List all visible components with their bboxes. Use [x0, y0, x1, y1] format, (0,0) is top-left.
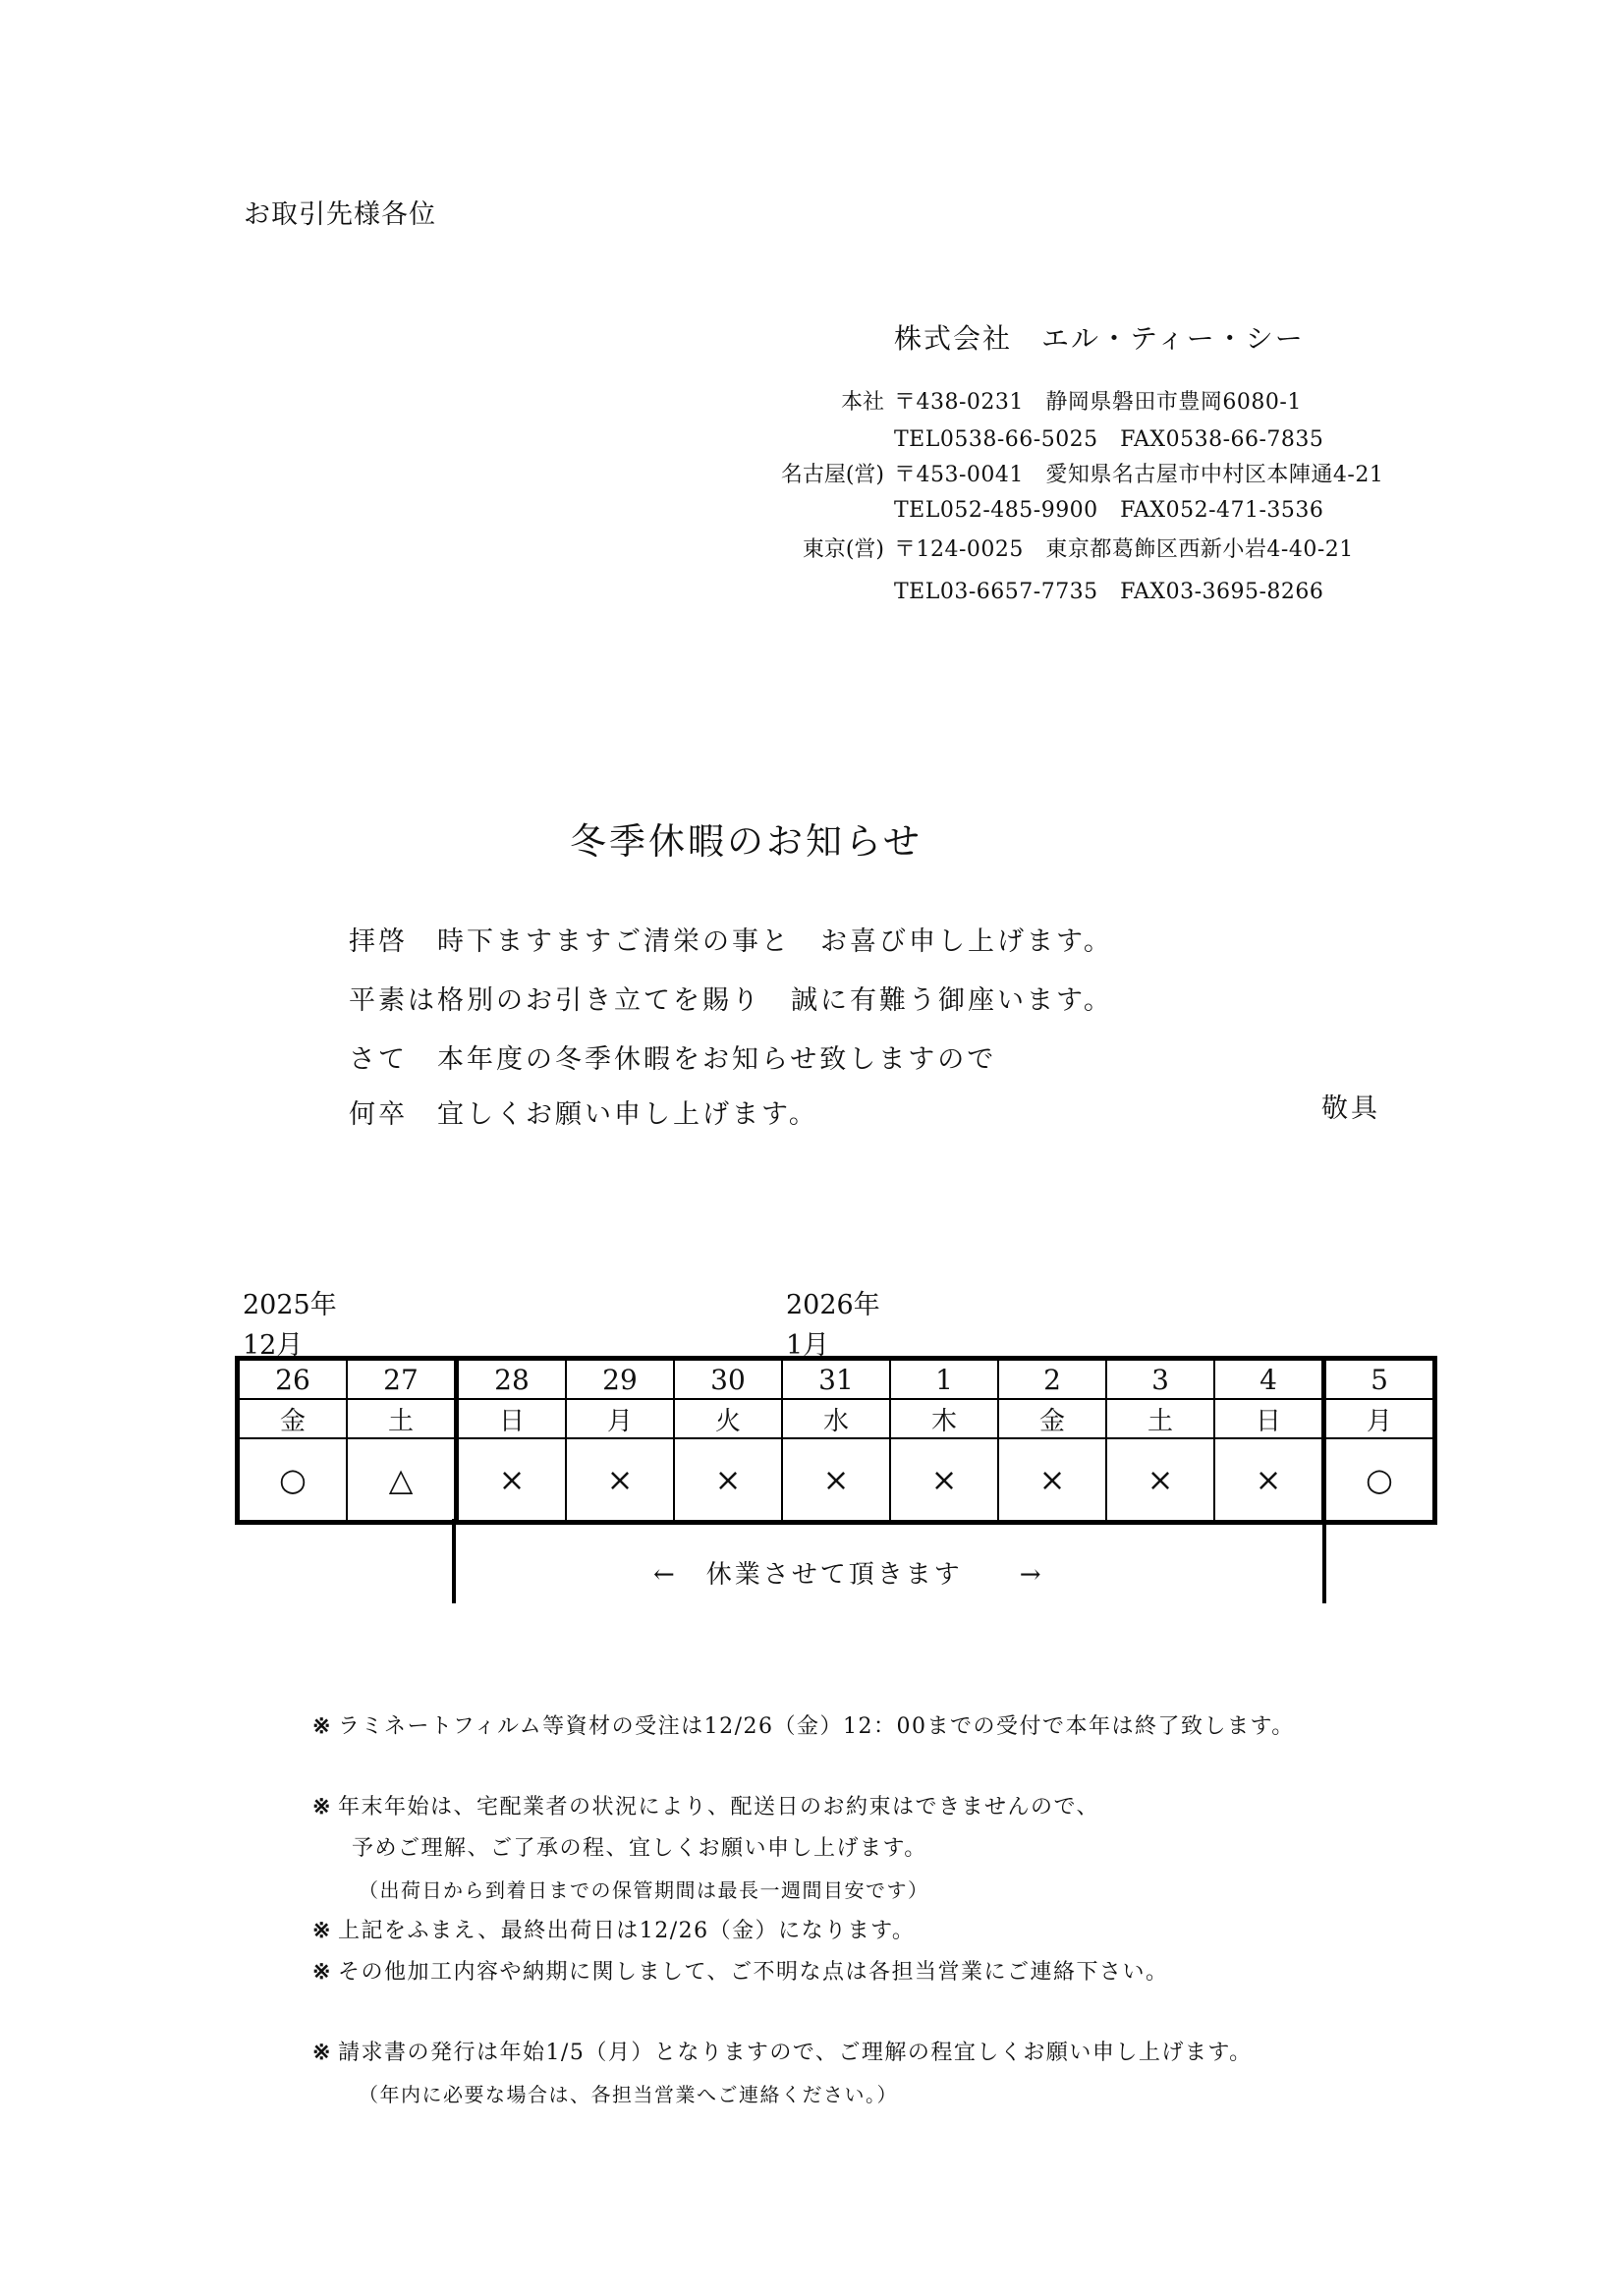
note-text: 予めご理解、ご了承の程、宜しくお願い申し上げます。	[352, 1836, 927, 1861]
office-label: 東京(営)	[802, 537, 884, 562]
note-text: ラミネートフィルム等資材の受注は12/26（金）12：00までの受付で本年は終了致します。	[337, 1714, 1295, 1739]
day-status: △	[347, 1438, 457, 1523]
note-item	[312, 1955, 1169, 1986]
day-date: 3	[1106, 1359, 1214, 1400]
month-jan: 1月	[786, 1330, 830, 1361]
company-name: 株式会社 エル・ティー・シー	[894, 322, 1305, 355]
recipient: お取引先様各位	[244, 199, 436, 230]
office-contact: TEL052-485-9900 FAX052-471-3536	[894, 498, 1324, 523]
notice-title: 冬季休暇のお知らせ	[570, 820, 923, 863]
note-item	[312, 1914, 915, 1944]
day-date: 1	[890, 1359, 998, 1400]
date-row	[238, 1359, 1435, 1400]
day-date: 26	[238, 1359, 348, 1400]
weekday-row	[238, 1399, 1435, 1438]
day-date: 2	[998, 1359, 1106, 1400]
day-status: ×	[998, 1438, 1106, 1523]
day-weekday: 月	[566, 1399, 674, 1438]
day-weekday: 水	[782, 1399, 890, 1438]
body-line: 何卒 宜しくお願い申し上げます。	[349, 1099, 818, 1130]
day-weekday: 土	[347, 1399, 457, 1438]
day-weekday: 日	[457, 1399, 567, 1438]
day-date: 28	[457, 1359, 567, 1400]
day-status: ×	[674, 1438, 782, 1523]
note-item	[312, 1790, 1099, 1820]
body-line: 平素は格別のお引き立てを賜り 誠に有難う御座います。	[349, 985, 1113, 1016]
day-weekday: 火	[674, 1399, 782, 1438]
closing: 敬具	[1321, 1093, 1380, 1124]
office-contact: TEL0538-66-5025 FAX0538-66-7835	[894, 427, 1324, 452]
note-text: 上記をふまえ、最終出荷日は12/26（金）になります。	[337, 1919, 916, 1943]
note-item	[312, 1709, 1295, 1740]
day-status: ○	[1324, 1438, 1435, 1523]
day-weekday: 金	[238, 1399, 348, 1438]
note-text: 請求書の発行は年始1/5（月）となりますので、ご理解の程宜しくお願い申し上げます。	[337, 2041, 1253, 2065]
note-text: （年内に必要な場合は、各担当営業へご連絡ください。）	[359, 2083, 898, 2106]
note-text: （出荷日から到着日までの保管期間は最長一週間目安です）	[359, 1878, 929, 1902]
day-date: 30	[674, 1359, 782, 1400]
day-status: ×	[1214, 1438, 1324, 1523]
reference-mark-icon: ※	[312, 1713, 332, 1739]
day-weekday: 日	[1214, 1399, 1324, 1438]
closure-bracket-right	[1322, 1519, 1326, 1603]
closure-label: ← 休業させて頂きます →	[653, 1560, 1044, 1590]
reference-mark-icon: ※	[312, 1959, 332, 1985]
day-date: 31	[782, 1359, 890, 1400]
reference-mark-icon: ※	[312, 1794, 332, 1820]
body-line: さて 本年度の冬季休暇をお知らせ致しますので	[349, 1044, 997, 1075]
day-status: ×	[890, 1438, 998, 1523]
day-weekday: 土	[1106, 1399, 1214, 1438]
day-status: ×	[1106, 1438, 1214, 1523]
office-label: 名古屋(営)	[780, 463, 884, 487]
note-item	[312, 2036, 1253, 2066]
day-date: 4	[1214, 1359, 1324, 1400]
day-date: 27	[347, 1359, 457, 1400]
year-dec: 2025年	[243, 1290, 337, 1320]
office-contact: TEL03-6657-7735 FAX03-3695-8266	[894, 580, 1324, 604]
holiday-calendar	[235, 1356, 1437, 1525]
day-date: 29	[566, 1359, 674, 1400]
closure-bracket-left	[452, 1519, 456, 1603]
status-row	[238, 1438, 1435, 1523]
office-address: 〒124-0025 東京都葛飾区西新小岩4-40-21	[894, 537, 1354, 562]
day-date: 5	[1324, 1359, 1435, 1400]
day-status: ×	[457, 1438, 567, 1523]
office-label: 本社	[840, 390, 884, 415]
year-jan: 2026年	[786, 1290, 880, 1320]
day-status: ×	[566, 1438, 674, 1523]
day-weekday: 木	[890, 1399, 998, 1438]
day-status: ×	[782, 1438, 890, 1523]
body-line: 拝啓 時下ますますご清栄の事と お喜び申し上げます。	[349, 926, 1113, 957]
day-status: ○	[238, 1438, 348, 1523]
month-dec: 12月	[243, 1330, 304, 1361]
note-text: その他加工内容や納期に関しまして、ご不明な点は各担当営業にご連絡下さい。	[337, 1960, 1169, 1985]
reference-mark-icon: ※	[312, 1918, 332, 1943]
day-weekday: 金	[998, 1399, 1106, 1438]
office-address: 〒438-0231 静岡県磐田市豊岡6080-1	[894, 390, 1302, 415]
office-address: 〒453-0041 愛知県名古屋市中村区本陣通4-21	[894, 463, 1384, 487]
note-text: 年末年始は、宅配業者の状況により、配送日のお約束はできませんので、	[337, 1795, 1099, 1820]
reference-mark-icon: ※	[312, 2040, 332, 2065]
day-weekday: 月	[1324, 1399, 1435, 1438]
